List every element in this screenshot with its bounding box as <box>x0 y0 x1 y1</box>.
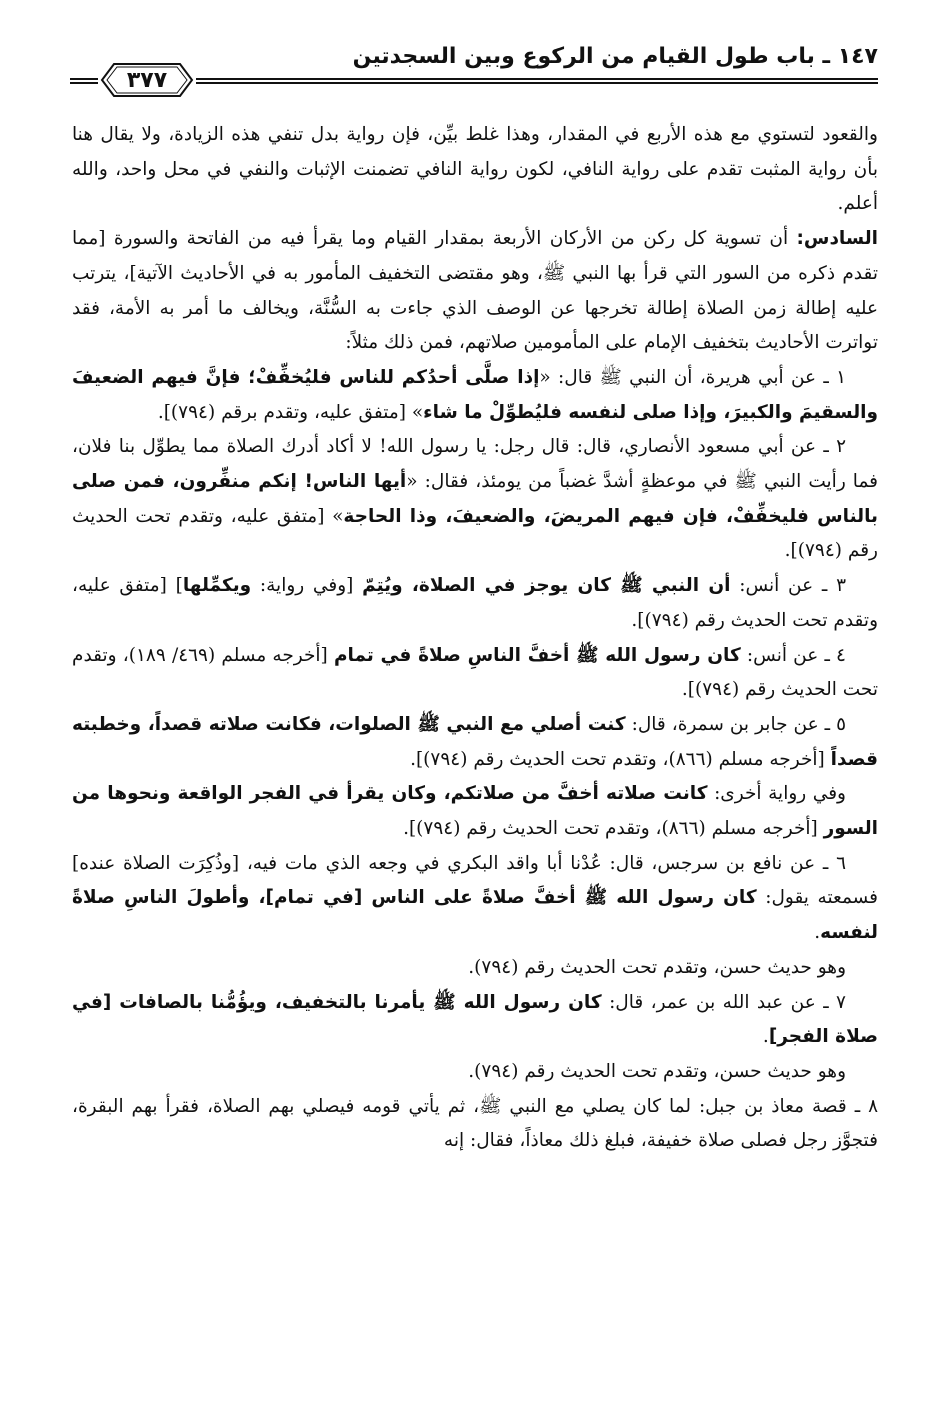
hadith-text: كان رسول الله ﷺ يأمرنا بالتخفيف، ويؤُمُّنا بالصافات [في صلاة الفجر] <box>72 991 878 1048</box>
paragraph-text: [وفي رواية: <box>251 575 363 597</box>
paragraph-text: ٢ ـ عن أبي مسعود الأنصاري، قال: قال رجل: يا رسول الله! لا أكاد أدرك الصلاة مما يطوِّل بنا فلان، فما رأيت النبي ﷺ في موعظةٍ أشدَّ غضباً من يومئذ، فقال: « <box>72 436 878 493</box>
page-body <box>72 118 878 1159</box>
paragraph <box>72 708 878 777</box>
hadith-text: أيها الناس! إنكم منفِّرون، فمن صلى بالناس فليخفِّفْ، فإن فيهم المريضَ، والضعيفَ، وذا الحاجة <box>72 471 879 527</box>
paragraph-text: ٤ ـ عن أنس: <box>740 644 846 666</box>
hadith-text: السادس: <box>796 228 878 250</box>
paragraph-text: ٦ ـ عن نافع بن سرجس، قال: عُدْنا أبا واقد البكري في وجعه الذي مات فيه، [وذُكِرَت الصلاة عنده] فسمعته يقول: <box>72 852 879 909</box>
paragraph <box>72 1055 878 1090</box>
paragraph-text: أن تسوية كل ركن من الأركان الأربعة بمقدار القيام وما يقرأ فيه من الفاتحة والسورة [مما تقدم ذكره من السور التي قرأ بها النبي ﷺ، وهو مقتضى التخفيف المأمور به في الأحاديث الآتية]، يترتب عليه إطالة زمن الصلاة إطالة تخرجها عن الوصف الذي جاءت به السُّنَّة، ويخالف ما أمر به الأمة، فقد تواترت الأحاديث بتخفيف الإمام على المأمومين صلاتهم، فمن ذلك مثلاً: <box>72 228 878 354</box>
paragraph-text: ٧ ـ عن عبد الله بن عمر، قال: <box>601 991 846 1013</box>
hadith-text: إذا صلَّى أحدُكم للناس فليُخفِّفْ؛ فإنَّ فيهم الضعيفَ والسقيمَ والكبيرَ، وإذا صلى لنفسه فليُطوِّلْ ما شاء <box>72 366 878 423</box>
paragraph-text: ٥ ـ عن جابر بن سمرة، قال: <box>625 713 846 735</box>
paragraph-text: ٨ ـ قصة معاذ بن جبل: لما كان يصلي مع النبي ﷺ، ثم يأتي قومه فيصلي بهم الصلاة، فقرأ بهم البقرة، فتجوَّز رجل فصلى صلاة خفيفة، فبلغ ذلك معاذاً، فقال: إنه <box>72 1095 878 1152</box>
hadith-text: كنت أصلي مع النبي ﷺ الصلوات، فكانت صلاته قصداً، وخطبته قصداً <box>72 713 878 770</box>
page-number: ٣٧٧ <box>126 67 168 93</box>
running-header <box>70 38 878 98</box>
paragraph <box>72 222 878 361</box>
hadith-text: كان رسول الله ﷺ أخفَّ الناسِ صلاةً في تمام <box>333 644 741 666</box>
paragraph-text: . <box>762 1026 769 1048</box>
paragraph <box>72 1090 878 1159</box>
paragraph-text: وهو حديث حسن، وتقدم تحت الحديث رقم (٧٩٤). <box>468 956 846 978</box>
paragraph <box>72 639 878 708</box>
paragraph-text: ١ ـ عن أبي هريرة، أن النبي ﷺ قال: « <box>539 366 846 388</box>
paragraph <box>72 118 878 222</box>
header-rule-left <box>70 78 98 84</box>
paragraph <box>72 847 878 951</box>
paragraph <box>72 569 878 638</box>
page-number-badge <box>100 62 194 98</box>
hadith-text: كانت صلاته أخفَّ من صلاتكم، وكان يقرأ في الفجر الواقعة ونحوها من السور <box>72 783 878 840</box>
paragraph-text: [أخرجه مسلم (٨٦٦)، وتقدم تحت الحديث رقم (٧٩٤)]. <box>410 748 831 770</box>
paragraph <box>72 430 878 569</box>
header-rule-right <box>196 78 878 84</box>
paragraph <box>72 777 878 846</box>
paragraph-text: وهو حديث حسن، وتقدم تحت الحديث رقم (٧٩٤). <box>468 1060 846 1082</box>
paragraph-text: » [متفق عليه، وتقدم برقم (٧٩٤)]. <box>157 401 424 423</box>
paragraph-text: ٣ ـ عن أنس: <box>730 575 847 597</box>
chapter-title: ١٤٧ ـ باب طول القيام من الركوع وبين السجدتين <box>352 44 878 69</box>
paragraph-text: » [متفق عليه، وتقدم تحت الحديث رقم (٧٩٤)]. <box>72 505 878 562</box>
paragraph-text: [أخرجه مسلم (٨٦٦)، وتقدم تحت الحديث رقم (٧٩٤)]. <box>403 818 824 840</box>
hadith-text: كان رسول الله ﷺ أخفَّ صلاةً على الناس [في تمام]، وأطولَ الناسِ صلاةً لنفسه <box>72 887 878 944</box>
paragraph <box>72 986 878 1055</box>
paragraph-text: [أخرجه مسلم (٤٦٩/ ١٨٩)، وتقدم تحت الحديث رقم (٧٩٤)]. <box>72 644 878 701</box>
paragraph-text: وفي رواية أخرى: <box>707 783 846 805</box>
hadith-text: أن النبي ﷺ كان يوجز في الصلاة، ويُتِمّ <box>362 575 731 597</box>
paragraph <box>72 951 878 986</box>
paragraph-text: ] [متفق عليه، وتقدم تحت الحديث رقم (٧٩٤)]. <box>72 575 878 631</box>
hadith-text: ويكمِّلها <box>182 575 252 597</box>
paragraph-text: والقعود لتستوي مع هذه الأربع في المقدار، وهذا غلط بيِّن، فإن رواية بدل تنفي هذه الزيادة، ولا يقال هنا بأن رواية المثبت تقدم على رواية النافي، لكون رواية النافي تضمنت الإثبات والنفي في محل واحد، والله أعلم. <box>72 124 878 215</box>
paragraph-text: . <box>814 922 821 944</box>
paragraph <box>72 361 878 430</box>
